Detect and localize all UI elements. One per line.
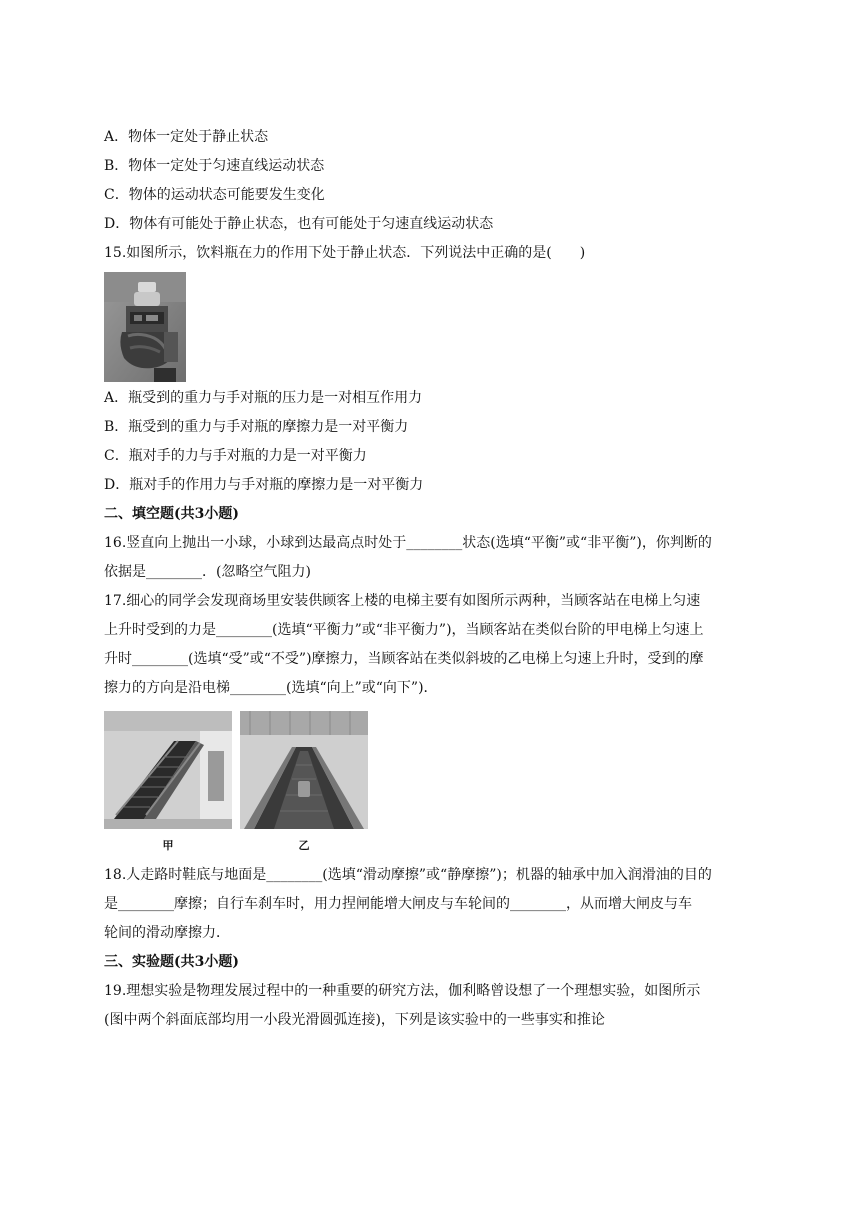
q14-option-d: D．物体有可能处于静止状态，也有可能处于匀速直线运动状态 bbox=[104, 216, 494, 232]
q19-line-1: 19.理想实验是物理发展过程中的一种重要的研究方法，伽利略曾设想了一个理想实验，如图所示 bbox=[104, 983, 701, 999]
stair-escalator-graphic bbox=[104, 711, 232, 833]
q15-option-c: C．瓶对手的力与手对瓶的力是一对平衡力 bbox=[104, 448, 367, 464]
q16-line-2: 依据是________．(忽略空气阻力) bbox=[104, 564, 311, 580]
q17-line-4: 擦力的方向是沿电梯________(选填“向上”或“向下”)． bbox=[104, 680, 438, 696]
q17-line-2: 上升时受到的力是________(选填“平衡力”或“非平衡力”)，当顾客站在类似台阶的甲电梯上匀速上 bbox=[104, 622, 704, 638]
document-page bbox=[104, 127, 764, 1039]
bottle-in-hand-photo bbox=[104, 272, 186, 382]
q14-option-b: B．物体一定处于匀速直线运动状态 bbox=[104, 158, 325, 174]
figure-label-jia: 甲 bbox=[162, 839, 174, 852]
q15-option-a: A．瓶受到的重力与手对瓶的压力是一对相互作用力 bbox=[104, 390, 423, 406]
figure-label-yi: 乙 bbox=[298, 839, 310, 852]
escalator-photo-yi bbox=[240, 711, 368, 861]
q18-line-1: 18.人走路时鞋底与地面是________(选填“滑动摩擦”或“静摩擦”)；机器的轴承中加入润滑油的目的 bbox=[104, 867, 712, 883]
q15-stem: 15.如图所示，饮料瓶在力的作用下处于静止状态．下列说法中正确的是( ) bbox=[104, 245, 586, 261]
escalator-figures bbox=[104, 711, 764, 861]
q17-line-1: 17.细心的同学会发现商场里安装供顾客上楼的电梯主要有如图所示两种，当顾客站在电梯上匀速 bbox=[104, 593, 701, 609]
section-3-title: 三、实验题(共3小题) bbox=[104, 954, 239, 970]
q18-line-2: 是________摩擦；自行车刹车时，用力捏闸能增大闸皮与车轮间的________，从而增大闸皮与车 bbox=[104, 896, 692, 912]
q17-line-3: 升时________(选填“受”或“不受”)摩擦力，当顾客站在类似斜坡的乙电梯上匀速上升时，受到的摩 bbox=[104, 651, 704, 667]
q14-option-a: A．物体一定处于静止状态 bbox=[104, 129, 269, 145]
bottle-photo-graphic bbox=[104, 272, 186, 382]
q18-line-3: 轮间的滑动摩擦力． bbox=[104, 925, 230, 941]
q16-line-1: 16.竖直向上抛出一小球，小球到达最高点时处于________状态(选填“平衡”或“非平衡”)，你判断的 bbox=[104, 535, 712, 551]
q15-option-d: D．瓶对手的作用力与手对瓶的摩擦力是一对平衡力 bbox=[104, 477, 424, 493]
moving-walkway-graphic bbox=[240, 711, 368, 833]
escalator-photo-jia bbox=[104, 711, 232, 861]
q19-line-2: (图中两个斜面底部均用一小段光滑圆弧连接)，下列是该实验中的一些事实和推论 bbox=[104, 1012, 605, 1028]
q14-option-c: C．物体的运动状态可能要发生变化 bbox=[104, 187, 325, 203]
q15-option-b: B．瓶受到的重力与手对瓶的摩擦力是一对平衡力 bbox=[104, 419, 409, 435]
section-2-title: 二、填空题(共3小题) bbox=[104, 506, 239, 522]
